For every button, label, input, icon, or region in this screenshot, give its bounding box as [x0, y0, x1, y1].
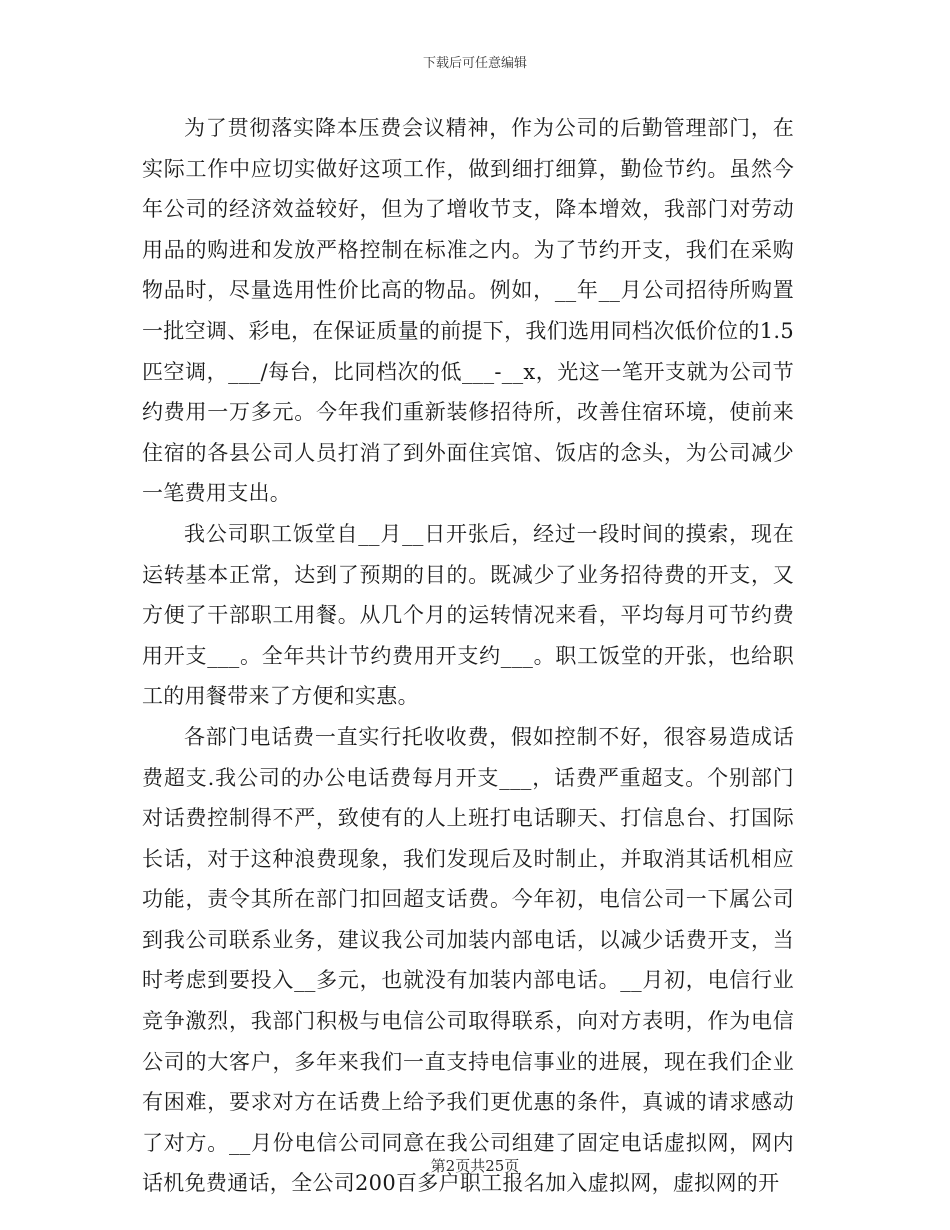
paragraph-telephone-fees: 各部门电话费一直实行托收收费，假如控制不好，很容易造成话费超支.我公司的办公电话费每月开支___，话费严重超支。个别部门对话费控制得不严，致使有的人上班打电话聊天、打信息台、打国际长话，对于这种浪费现象，我们发现后及时制止，并取消其话机相应功能，责令其所在部门扣回超支话费。今年初，电信公司一下属公司到我公司联系业务，建议我公司加装内部电话，以减少话费开支，当时考虑到要投入__多元，也就没有加装内部电话。__月初，电信行业竞争激烈，我部门积极与电信公司取得联系，向对方表明，作为电信公司的大客户，多年来我们一直支持电信事业的进展，现在我们企业有困难，要求对方在话费上给予我们更优惠的条件，真诚的请求感动了对方。__月份电信公司同意在我公司组建了固定电话虚拟网，网内话机免费通话，全公司200百多户职工报名加入虚拟网，虚拟网的开: [142, 724, 794, 1196]
document-body: [142, 108, 794, 1204]
paragraph-staff-canteen: 我公司职工饭堂自__月__日开张后，经过一段时间的摸索，现在运转基本正常，达到了预期的目的。既减少了业务招待费的开支，又方便了干部职工用餐。从几个月的运转情况来看，平均每月可节约费用开支___。全年共计节约费用开支约___。职工饭堂的开张，也给职工的用餐带来了方便和实惠。: [142, 521, 794, 709]
page-header-note: 下载后可任意编辑: [422, 56, 527, 71]
paragraph-cost-saving: 为了贯彻落实降本压费会议精神，作为公司的后勤管理部门，在实际工作中应切实做好这项工作，做到细打细算，勤俭节约。虽然今年公司的经济效益较好，但为了增收节支，降本增效，我部门对劳动用品的购进和发放严格控制在标准之内。为了节约开支，我们在采购物品时，尽量选用性价比高的物品。例如，__年__月公司招待所购置一批空调、彩电，在保证质量的前提下，我们选用同档次低价位的1.5匹空调，___/每台，比同档次的低___-__x，光这一笔开支就为公司节约费用一万多元。今年我们重新装修招待所，改善住宿环境，使前来住宿的各县公司人员打消了到外面住宾馆、饭店的念头，为公司减少一笔费用支出。: [142, 116, 794, 506]
page-number: 第2页共25页: [430, 1157, 520, 1175]
